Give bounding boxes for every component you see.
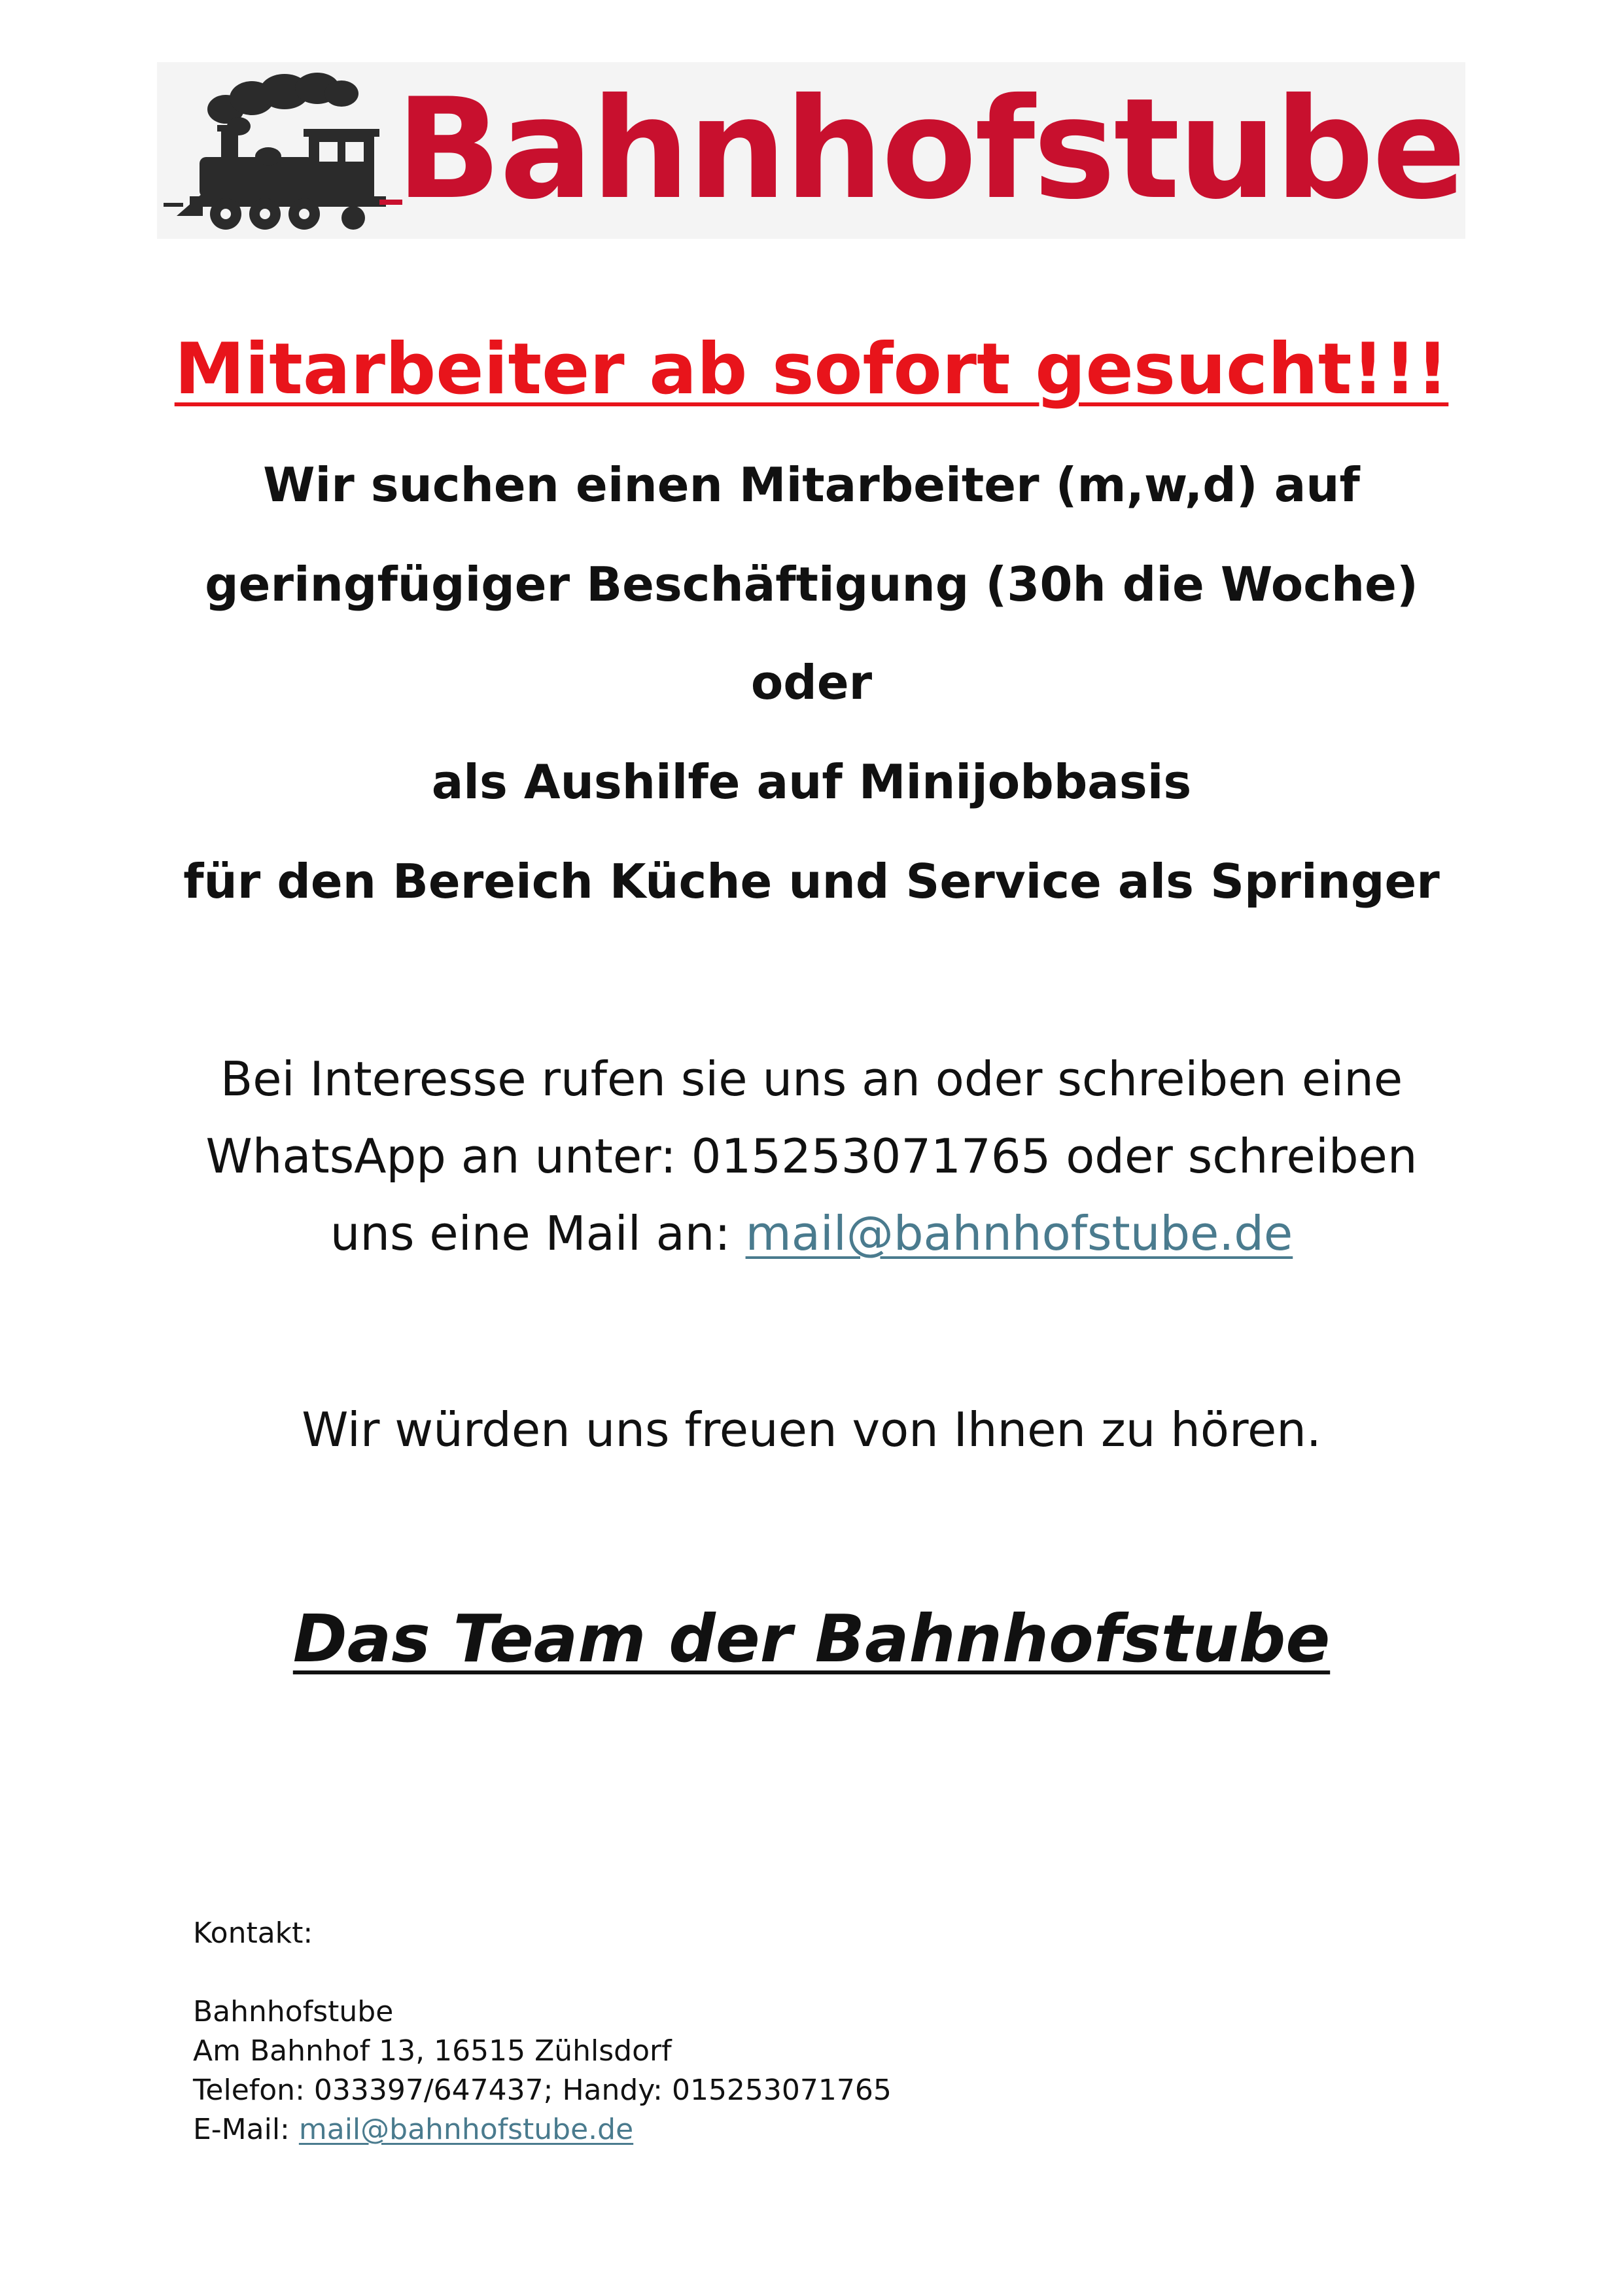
offer-line-2: geringfügiger Beschäftigung (30h die Woche) [205, 557, 1418, 612]
headline: Mitarbeiter ab sofort gesucht!!! [174, 328, 1449, 410]
logo [157, 62, 1465, 239]
offer-line-3: oder [750, 655, 873, 710]
footer-label: Kontakt: [193, 1916, 313, 1950]
offer-line-5: für den Bereich Küche und Service als Springer [183, 854, 1440, 909]
steam-locomotive-icon [164, 69, 406, 232]
logo-wordmark: Bahnhofstube [396, 68, 1465, 230]
footer-email-row [193, 2110, 892, 2149]
contact-text-line-3 [0, 1195, 1623, 1272]
footer-contact [193, 1914, 892, 2149]
closing-text: Wir würden uns freuen von Ihnen zu hören. [302, 1402, 1321, 1457]
footer-address: Am Bahnhof 13, 16515 Zühlsdorf [193, 2034, 672, 2068]
email-link[interactable]: mail@bahnhofstube.de [745, 1206, 1293, 1261]
footer-email-label: E-Mail: [193, 2113, 299, 2146]
offer-line-4: als Aushilfe auf Minijobbasis [431, 754, 1192, 809]
footer-name: Bahnhofstube [193, 1995, 394, 2028]
offer-line-1: Wir suchen einen Mitarbeiter (m,w,d) auf [263, 457, 1360, 512]
footer-spacer [193, 1953, 892, 1992]
contact-text-line-1: Bei Interesse rufen sie uns an oder schreiben eine [220, 1051, 1403, 1106]
contact-text-line-2: WhatsApp an unter: 015253071765 oder schreiben [205, 1129, 1418, 1184]
footer-email-link[interactable]: mail@bahnhofstube.de [298, 2113, 634, 2146]
signature: Das Team der Bahnhofstube [292, 1600, 1331, 1677]
footer-phone: Telefon: 033397/647437; Handy: 015253071765 [193, 2074, 892, 2107]
contact-text-prefix: uns eine Mail an: [330, 1206, 746, 1261]
